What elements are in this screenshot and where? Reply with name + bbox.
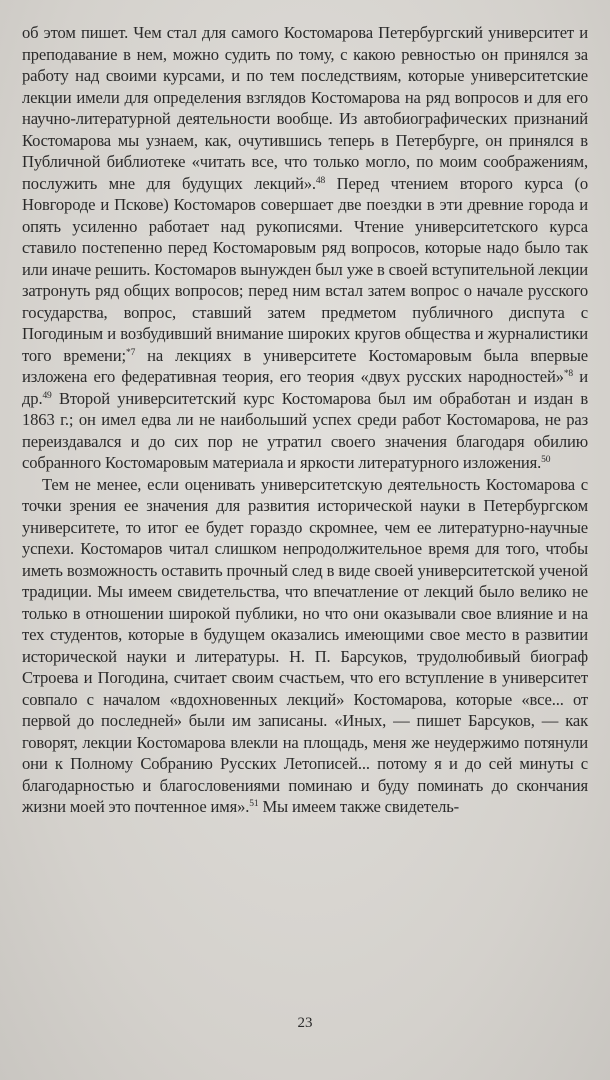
text-run: и др.: [22, 367, 588, 408]
footnote-ref: *8: [563, 369, 574, 379]
footnote-ref: 48: [315, 175, 326, 186]
footnote-ref: 50: [541, 455, 551, 465]
text-run: об этом пишет. Чем стал для самого Костомарова Петербургский университет и преподавание в нем, можно судить по тому, с какою ревностью он принялся за работу над своими курсами, и по тем последствиям, которые университетские лекции имели для определения взглядов Костомарова на ряд вопросов и для его научно-литературной деятельности вообще. Из автобиографических признаний Костомарова мы узнаем, как, очутившись теперь в Петербурге, он принялся в Публичной библиотеке «читать все, что только могло, по моим соображениям, послужить мне для будущих лекций».: [22, 23, 588, 193]
page-body: [22, 22, 588, 818]
page-number: 23: [297, 1015, 313, 1031]
text-run: Второй университетский курс Костомарова был им обработан и издан в 1863 г.; он имел едва ли не наибольший успех среди работ Костомарова, не раз переиздавался и до сих пор не утратил своего значения благодаря обилию собранного Костомаровым материала и яркости литературного изложения.: [22, 388, 588, 472]
footnote-ref: 51: [249, 799, 259, 809]
text-run: Перед чтением второго курса (о Новгороде и Пскове) Костомаров совершает две поездки в эти древние города и опять усиленно работает над рукописями. Чтение университетского курса ставило постепенно перед Костомаровым ряд вопросов, которые надо было так или иначе решить. Костомаров вынужден был уже в своей вступительной лекции затронуть ряд общих вопросов; перед ним встал затем вопрос о начале русского государства, вопрос, ставший затем предметом публичного диспута с Погодиным и возбудивший внимание широких кругов общества и журналистики того времени;: [22, 173, 588, 365]
footnote-ref: 49: [42, 390, 52, 401]
text-run: Тем не менее, если оценивать университетскую деятельность Костомарова с точки зрения ее значения для развития исторической науки в Петербургском университете, то итог ее будет гораздо скромнее, чем ее литературно-научные успехи. Костомаров читал слишком непродолжительное время для того, чтобы иметь возможность оставить прочный след в виде своей университетской ученой традиции. Мы имеем свидетельства, что впечатление от лекций было велико не только в отношении широкой публики, но что они оказывали свое влияние и на тех студентов, которые в будущем оказались имеющими свое место в развитии исторической науки и литературы. Н. П. Барсуков, трудолюбивый биограф Строева и Погодина, считает своим счастьем, что его вступление в университет совпало с началом «вдохновенных лекций» Костомарова, которые «все... от первой до последней» были им записаны. «Иных, — пишет Барсуков, — как говорят, лекции Костомарова влекли на площадь, меня же неудержимо потянули они к Полному Собранию Русских Летописей... потому я и до сей минуты с благодарностью и благословениями поминаю и буду поминать до скончания жизни моей это почтенное имя».: [22, 474, 588, 816]
paragraph-2: [22, 474, 588, 818]
paragraph-1: [22, 22, 588, 474]
text-run: Мы имеем также свидетель-: [258, 797, 460, 816]
text-run: на лекциях в университете Костомаровым была впервые изложена его федеративная теория, его теория «двух русских народностей»: [22, 345, 589, 386]
footnote-ref: *7: [125, 347, 136, 358]
